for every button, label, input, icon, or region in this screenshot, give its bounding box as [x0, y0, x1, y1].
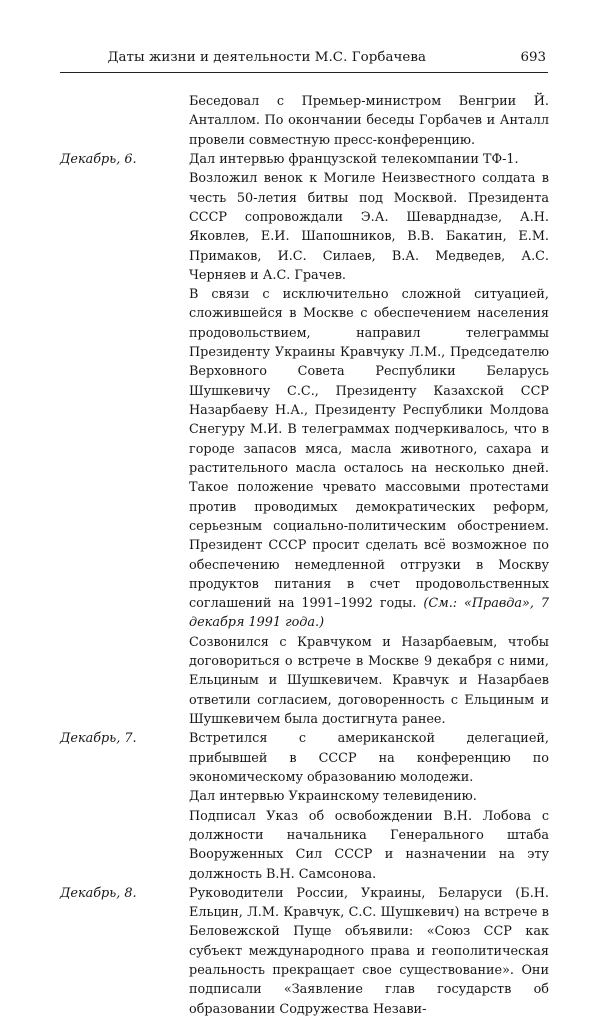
entry-date: Декабрь, 7.	[60, 731, 137, 747]
entry-date: Декабрь, 8.	[60, 885, 137, 901]
entry-paragraph: Встретился с американской делегацией, прибывшей в СССР на конференцию по экономическому образованию молодежи.	[189, 731, 549, 785]
entry-paragraph: Дал интервью Украинскому телевидению.	[189, 789, 477, 805]
entry-paragraph: Подписал Указ об освобождении В.Н. Лобова с должности начальника Генерального штаба Вооруженных Сил СССР и назначении на эту должность В.Н. Самсонова.	[189, 808, 549, 882]
chronology-entry	[0, 729, 600, 884]
entry-date: Декабрь, 6.	[60, 151, 137, 167]
chronology-body	[0, 92, 600, 1019]
header-title: Даты жизни и деятельности М.С. Горбачева	[107, 50, 426, 65]
chronology-entry	[0, 92, 600, 150]
chronology-entry	[0, 150, 600, 729]
page-number: 693	[520, 50, 546, 65]
running-header	[60, 46, 548, 73]
entry-paragraph: Возложил венок к Могиле Неизвестного солдата в честь 50-летия битвы под Москвой. Президента СССР сопровождали Э.А. Шеварднадзе, А.Н. Яковлев, Е.И. Шапошников, В.В. Бакатин, Е.М. Примаков, И.С. Силаев, В.А. Медведев, А.С. Черняев и А.С. Грачев.	[189, 171, 549, 283]
source-note: (См.: «Правда», 7 декабря 1991 года.)	[189, 596, 550, 631]
paragraph-text: В связи с исключительно сложной ситуацией, сложившейся в Москве с обеспечением населения продовольствием, направил телеграммы Президенту Украины Кравчуку Л.М., Председателю Верховного Совета Республики Беларусь Шушкевичу С.С., Президенту Казахской ССР Назарбаеву Н.А., Президенту Республики Молдова Снегуру М.И. В телеграммах подчеркивалось, что в городе запасов мяса, масла животного, сахара и растительного масла осталось на несколько дней. Такое положение чревато массовыми протестами против проводимых демократических реформ, серьезным социально-политическим обострением. Президент СССР просит сделать всё возможное по обеспечению немедленной отгрузки в Москву продуктов питания в счет продовольственных соглашений на 1991–1992 годы.	[189, 287, 549, 612]
chronology-entry	[0, 884, 600, 1019]
entry-paragraph	[189, 285, 549, 633]
entry-paragraph: Руководители России, Украины, Беларуси (Б.Н. Ельцин, Л.М. Кравчук, С.С. Шушкевич) на встрече в Беловежской Пуще объявили: «Союз ССР как субъект международного права и геополитическая реальность прекращает свое существование». Они подписали «Заявление глав государств об образовании Содружества Незави-	[189, 885, 549, 1017]
entry-paragraph: Созвонился с Кравчуком и Назарбаевым, чтобы договориться о встрече в Москве 9 декабря с ними, Ельциным и Шушкевичем. Кравчук и Назарбаев ответили согласием, договоренность с Ельциным и Шушкевичем была достигнута ранее.	[189, 634, 549, 727]
entry-paragraph: Дал интервью французской телекомпании ТФ-1.	[189, 151, 519, 167]
entry-paragraph: Беседовал с Премьер-министром Венгрии Й. Анталлом. По окончании беседы Горбачев и Анталл провели совместную пресс-конференцию.	[189, 94, 549, 148]
